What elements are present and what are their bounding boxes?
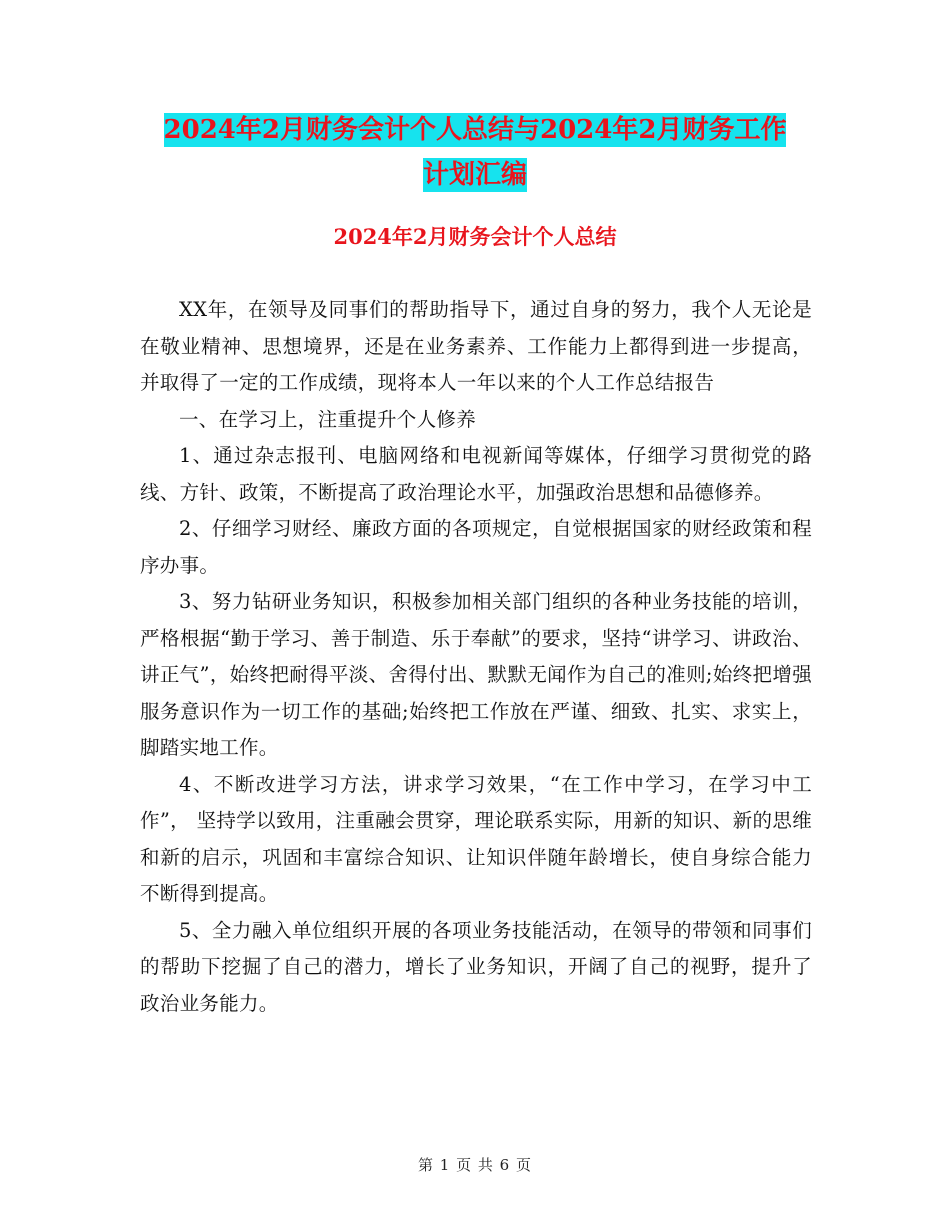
page-number-footer: 第 1 页 共 6 页 xyxy=(418,1156,532,1174)
paragraph-item-5: 5、全力融入单位组织开展的各项业务技能活动，在领导的带领和同事们的帮助下挖掘了自己的潜力，增长了业务知识，开阔了自己的视野，提升了政治业务能力。 xyxy=(140,918,812,1015)
paragraph-item-4: 4、不断改进学习方法，讲求学习效果，“在工作中学习，在学习中工作”， 坚持学以致用，注重融会贯穿，理论联系实际，用新的知识、新的思维和新的启示，巩固和丰富综合知识、让知识伴随年龄增长，使自身综合能力不断得到提高。 xyxy=(140,772,812,905)
paragraph-intro: XX年，在领导及同事们的帮助指导下，通过自身的努力，我个人无论是在敬业精神、思想境界，还是在业务素养、工作能力上都得到进一步提高，并取得了一定的工作成绩，现将本人一年以来的个人工作总结报告 xyxy=(140,298,812,394)
paragraph-item-3: 3、努力钻研业务知识，积极参加相关部门组织的各种业务技能的培训，严格根据“勤于学习、善于制造、乐于奉献”的要求，坚持“讲学习、讲政治、讲正气”，始终把耐得平淡、舍得付出、默默无闻作为自己的准则;始终把增强服务意识作为一切工作的基础;始终把工作放在严谨、细致、扎实、求实上，脚踏实地工作。 xyxy=(140,590,812,759)
paragraph-heading-study: 一、在学习上，注重提升个人修养 xyxy=(179,407,477,431)
section-title: 2024年2月财务会计个人总结 xyxy=(333,224,617,249)
document-body xyxy=(140,292,812,1022)
document-title-line1: 2024年2月财务会计个人总结与2024年2月财务工作 xyxy=(163,115,787,145)
document-title-line2: 计划汇编 xyxy=(422,160,527,190)
paragraph-item-2: 2、仔细学习财经、廉政方面的各项规定，自觉根据国家的财经政策和程序办事。 xyxy=(140,517,812,577)
paragraph-item-1: 1、通过杂志报刊、电脑网络和电视新闻等媒体，仔细学习贯彻党的路线、方针、政策，不断提高了政治理论水平，加强政治思想和品德修养。 xyxy=(140,444,812,504)
document-title xyxy=(140,108,810,198)
